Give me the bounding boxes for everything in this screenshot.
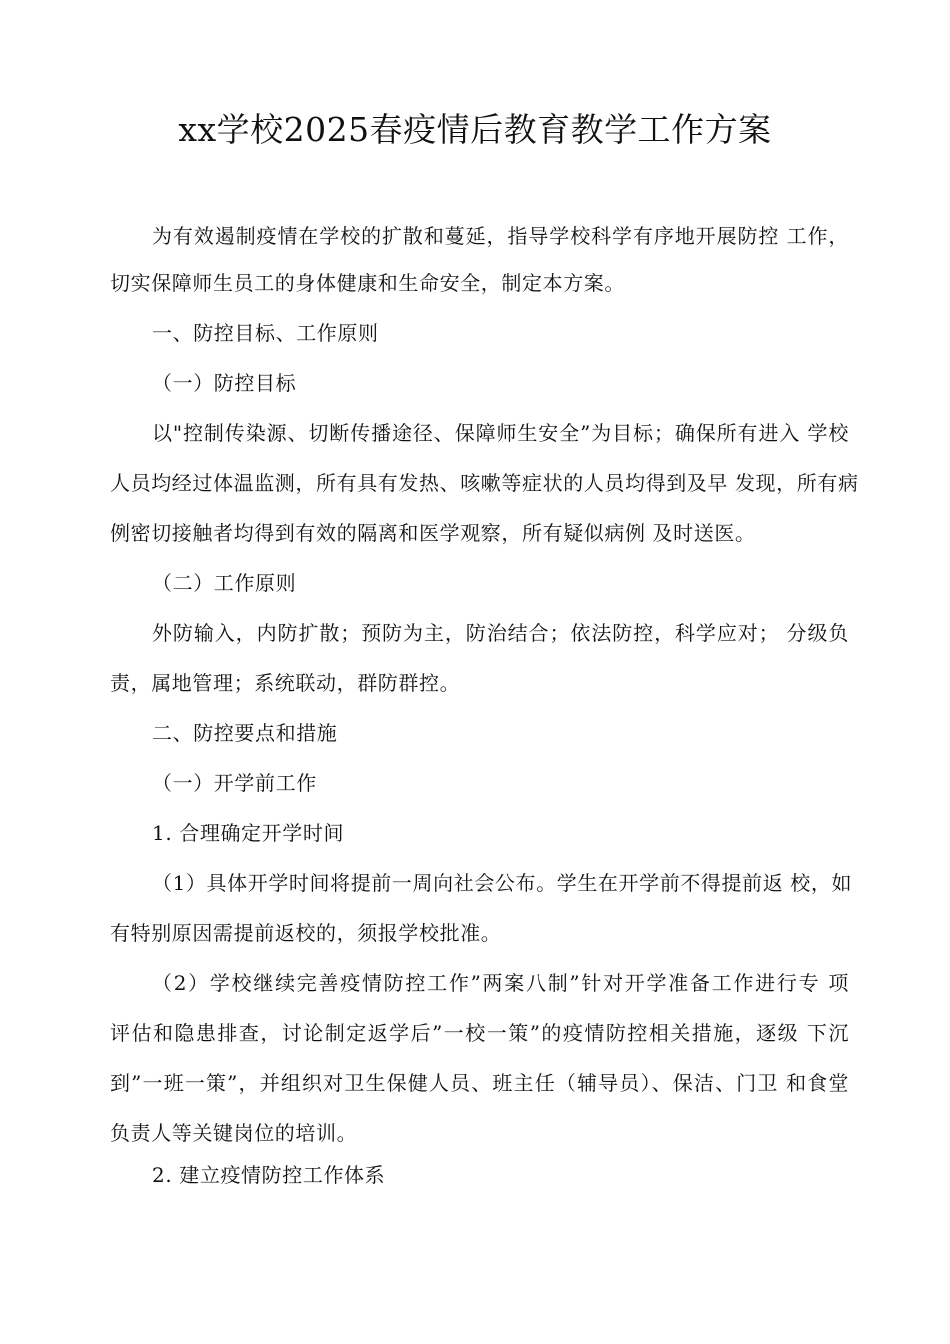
section-heading: 一、防控目标、工作原则 [152,321,379,345]
paragraph-line: 有特别原因需提前返校的，须报学校批准。 [110,921,502,945]
paragraph-line: 为有效遏制疫情在学校的扩散和蔓延，指导学校科学有序地开展防控 工作， [152,224,849,248]
paragraph-line: 以"控制传染源、切断传播途径、保障师生安全”为目标；确保所有进入 学校 [152,421,849,445]
subsection-heading: （一）防控目标 [152,371,297,395]
paragraph-line: （2）学校继续完善疫情防控工作”两案八制”针对开学准备工作进行专 项 [152,971,849,995]
document-title: xx学校2025春疫情后教育教学工作方案 [178,110,772,149]
paragraph-line: 切实保障师生员工的身体健康和生命安全，制定本方案。 [110,271,625,295]
paragraph-line: 人员均经过体温监测，所有具有发热、咳嗽等症状的人员均得到及早 发现，所有病 [110,471,859,495]
paragraph-line: 外防输入，内防扩散；预防为主，防治结合；依法防控，科学应对； 分级负 [152,621,849,645]
paragraph-line: 例密切接触者均得到有效的隔离和医学观察，所有疑似病例 及时送医。 [110,521,756,545]
section-heading: 二、防控要点和措施 [152,721,338,745]
paragraph-line: 评估和隐患排查，讨论制定返学后”一校一策”的疫情防控相关措施，逐级 下沉 [110,1021,849,1045]
paragraph-line: （1）具体开学时间将提前一周向社会公布。学生在开学前不得提前返 校，如 [152,871,853,895]
item-heading: 2. 建立疫情防控工作体系 [152,1163,386,1187]
paragraph-line: 负责人等关键岗位的培训。 [110,1121,358,1145]
paragraph-line: 责，属地管理；系统联动，群防群控。 [110,671,461,695]
subsection-heading: （一）开学前工作 [152,771,317,795]
subsection-heading: （二）工作原则 [152,571,297,595]
item-heading: 1. 合理确定开学时间 [152,821,345,845]
paragraph-line: 到”一班一策”，并组织对卫生保健人员、班主任（辅导员）、保洁、门卫 和食堂 [110,1071,849,1095]
